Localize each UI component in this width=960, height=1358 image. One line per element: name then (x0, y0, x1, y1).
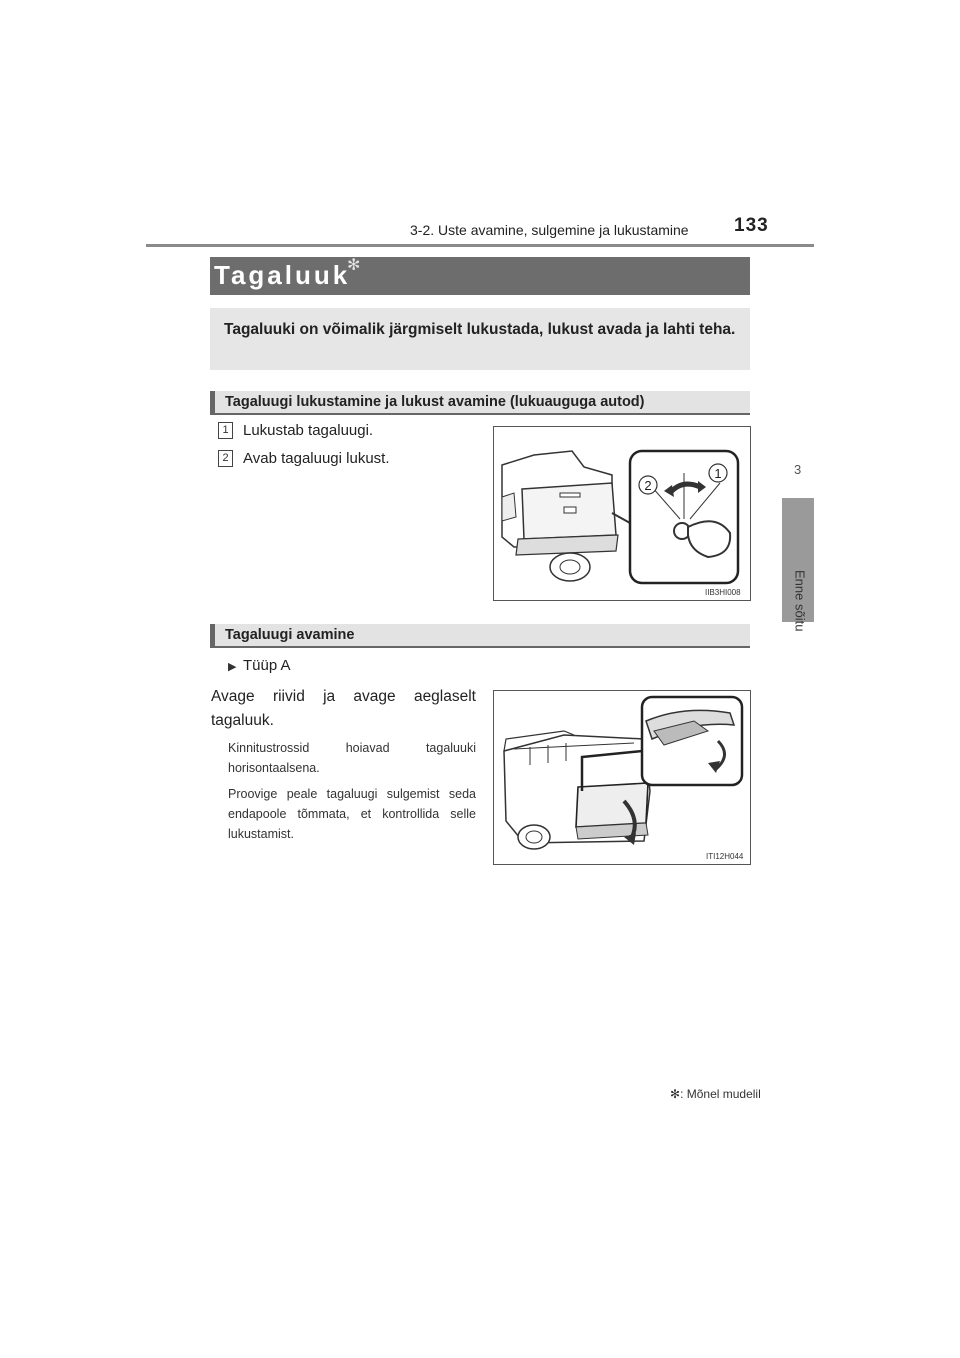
chapter-label: Enne sõitu (792, 570, 808, 632)
key-lock-illustration (494, 427, 750, 600)
note-cables: Kinnitustrossid hoiavad tagaluuki horisontaalsena. (228, 741, 476, 775)
footnote-asterisk-icon: ✻ (670, 1087, 681, 1101)
triangle-bullet-icon: ▶ (228, 661, 237, 673)
figure-key-lock (493, 426, 751, 601)
footnote-text: : Mõnel mudelil (680, 1087, 761, 1101)
item-text-2: Avab tagaluugi lukust. (243, 450, 390, 467)
item-number-1: 1 (218, 422, 233, 439)
section-heading-text: Tagaluugi lukustamine ja lukust avamine (lukuauguga autod) (225, 394, 645, 410)
footnote-asterisk-icon: ✻ (347, 257, 361, 274)
item-text-1: Lukustab tagaluugi. (243, 422, 374, 439)
opening-instruction: Avage riivid ja avage aeglaselt tagaluuk. (211, 688, 476, 729)
section-heading-text: Tagaluugi avamine (225, 627, 355, 643)
header-rule (146, 244, 814, 247)
section-heading-locking (210, 391, 750, 415)
running-header-section: 3-2. Uste avamine, sulgemine ja lukustamine (410, 222, 689, 238)
note-check-lock: Proovige peale tagaluugi sulgemist seda endapoole tõmmata, et kontrollida selle lukustamist. (228, 787, 476, 841)
callout-2: 2 (644, 478, 652, 493)
page-number: 133 (734, 215, 769, 236)
tailgate-open-illustration (494, 691, 750, 864)
chapter-number: 3 (794, 462, 802, 477)
figure-code-2: ITI12H044 (706, 852, 744, 861)
section-heading-opening (210, 624, 750, 648)
item-number-2: 2 (218, 450, 233, 467)
callout-1: 1 (714, 466, 722, 481)
figure-code-1: IIB3HI008 (705, 588, 741, 597)
page-title: Tagaluuk (214, 260, 351, 290)
type-label: Tüüp A (243, 657, 291, 674)
footnote (670, 1087, 761, 1101)
intro-text: Tagaluuki on võimalik järgmiselt lukustada, lukust avada ja lahti teha. (224, 321, 736, 338)
figure-tailgate-open (493, 690, 751, 865)
